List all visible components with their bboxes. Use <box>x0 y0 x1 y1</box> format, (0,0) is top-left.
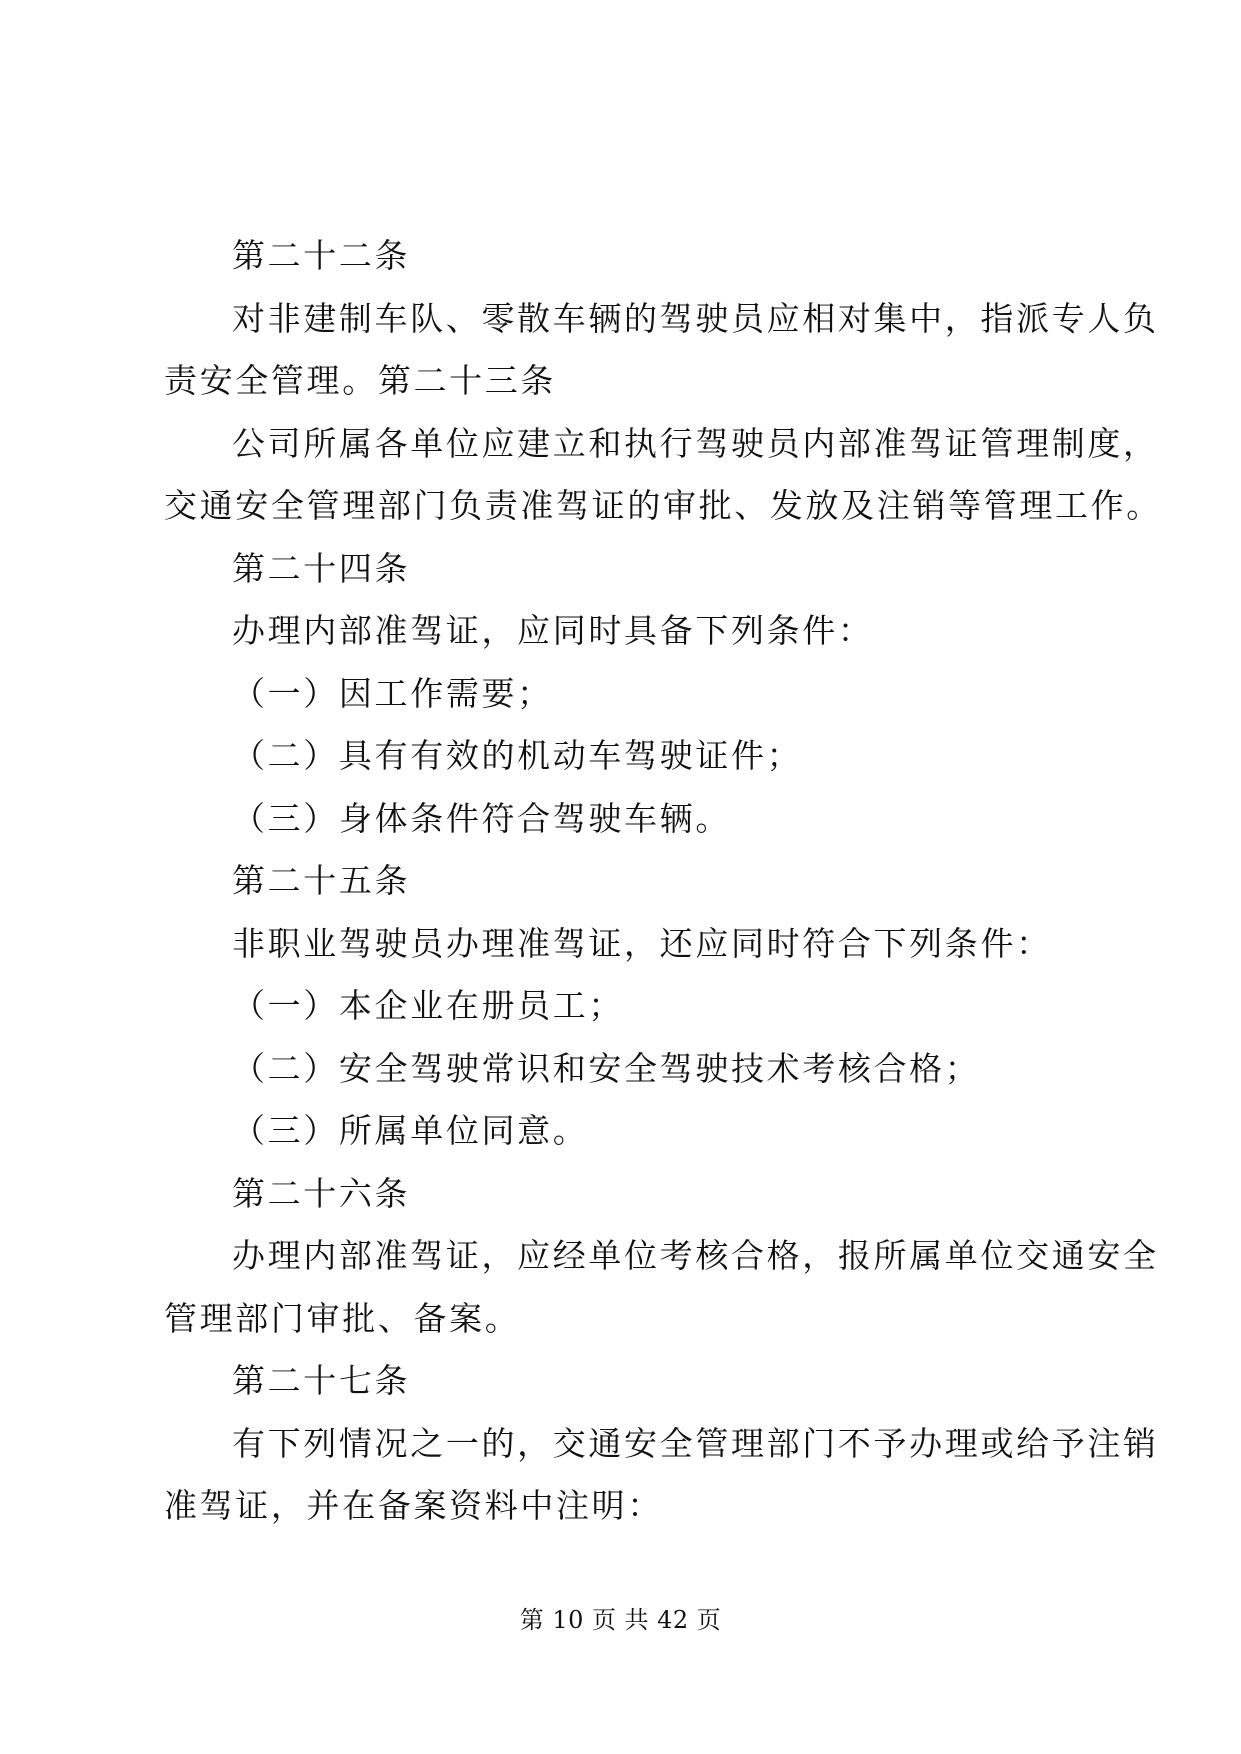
paragraph-line: 公司所属各单位应建立和执行驾驶员内部准驾证管理制度， <box>232 423 1159 463</box>
article-heading-24: 第二十四条 <box>232 548 411 588</box>
paragraph-line: 责安全管理。第二十三条 <box>164 361 557 400</box>
list-item: （三）身体条件符合驾驶车辆。 <box>232 798 731 838</box>
article-heading-27: 第二十七条 <box>232 1361 411 1400</box>
paragraph-line: 交通安全管理部门负责准驾证的审批、发放及注销等管理工作。 <box>164 486 1162 525</box>
list-item: （一）因工作需要； <box>232 673 553 713</box>
list-item: （二）具有有效的机动车驾驶证件； <box>232 736 803 775</box>
paragraph-line: 对非建制车队、零散车辆的驾驶员应相对集中，指派专人负 <box>232 298 1159 338</box>
document-body <box>164 225 1162 1538</box>
paragraph-line: 准驾证，并在备案资料中注明： <box>164 1486 663 1525</box>
paragraph-line: 办理内部准驾证，应经单位考核合格，报所属单位交通安全 <box>232 1236 1159 1275</box>
article-heading-25: 第二十五条 <box>232 861 411 900</box>
paragraph-line: 有下列情况之一的，交通安全管理部门不予办理或给予注销 <box>232 1423 1159 1463</box>
article-heading-22: 第二十二条 <box>232 236 411 275</box>
article-heading-26: 第二十六条 <box>232 1173 411 1213</box>
list-item: （三）所属单位同意。 <box>232 1111 589 1150</box>
list-item: （二）安全驾驶常识和安全驾驶技术考核合格； <box>232 1048 981 1088</box>
paragraph-line: 管理部门审批、备案。 <box>164 1298 521 1338</box>
list-item: （一）本企业在册员工； <box>232 986 625 1025</box>
paragraph-line: 办理内部准驾证，应同时具备下列条件： <box>232 611 874 650</box>
paragraph-line: 非职业驾驶员办理准驾证，还应同时符合下列条件： <box>232 923 1052 963</box>
page-footer: 第 10 页 共 42 页 <box>519 1606 722 1634</box>
